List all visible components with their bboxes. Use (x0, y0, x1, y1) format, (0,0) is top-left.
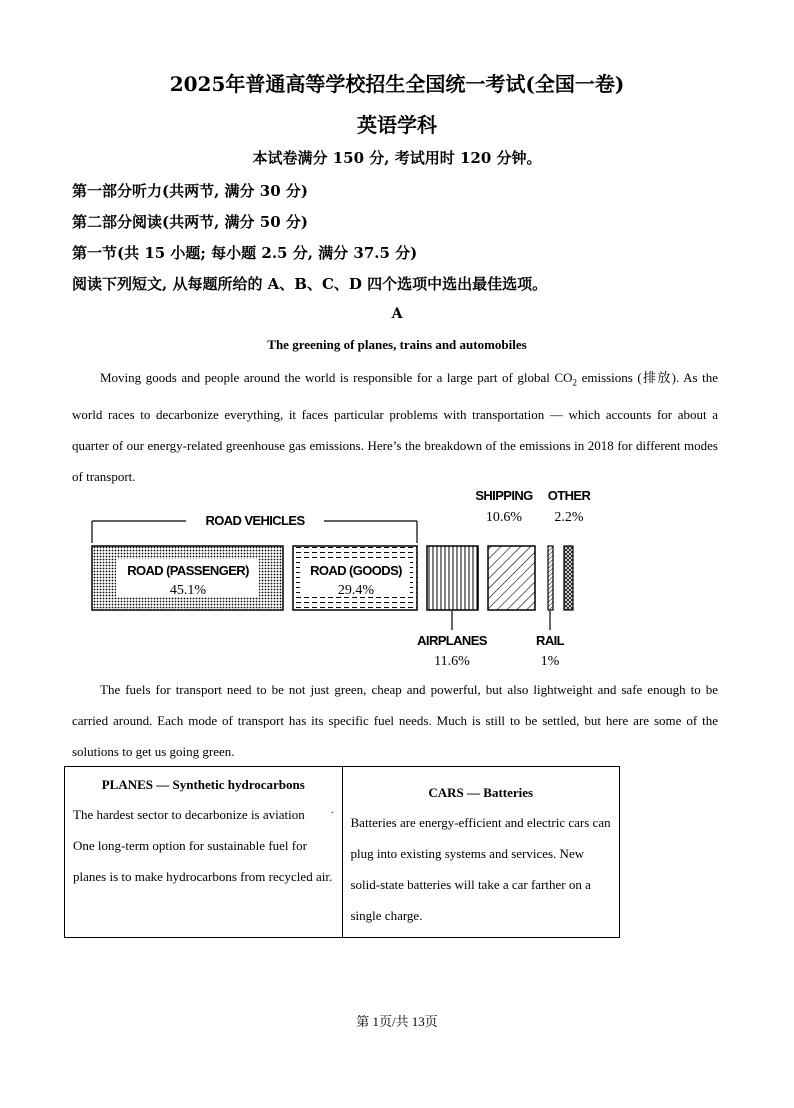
value-road-goods: 29.4% (337, 583, 375, 598)
value-other: 2.2% (554, 510, 584, 525)
road-vehicles-label: ROAD VEHICLES (205, 513, 305, 528)
value-rail: 1% (540, 654, 560, 669)
section1-heading: 第一节(共 15 小题; 每小题 2.5 分, 满分 37.5 分) (72, 244, 418, 262)
exam-title: 2025年普通高等学校招生全国统一考试(全国一卷) (169, 72, 625, 96)
passage-title: The greening of planes, trains and automobiles (267, 337, 527, 352)
page-footer: 第 1页/共 13页 (356, 1014, 438, 1029)
value-airplanes: 11.6% (434, 654, 470, 669)
bar-rail (548, 546, 553, 610)
emissions-chart (72, 480, 632, 672)
solutions-table (64, 766, 620, 938)
planes-cell (65, 767, 343, 938)
score-line: 本试卷满分 150 分, 考试用时 120 分钟。 (252, 149, 542, 167)
planes-header: PLANES — Synthetic hydrocarbons (101, 777, 305, 792)
label-other: OTHER (547, 488, 591, 503)
paragraph-1: Moving goods and people around the world is responsible for a large part of global $CO_2$ emissions (排放). As the world races to decarbonize everything, it faces particular problems with transportation — which accounts for about a quarter of our energy-related greenhouse gas emissions. Here’s the breakdown of the emissions in 2018 for different modes of transport. (72, 370, 718, 484)
planes-body: One long-term option for sustainable fuel for planes is to make hydrocarbons from recycled air. (73, 838, 333, 884)
cars-cell (342, 767, 620, 938)
paragraph-2: The fuels for transport need to be not just green, cheap and powerful, but also lightweight and safe enough to be carried around. Each mode of transport has its specific fuel needs. Much is still to be settled, but here are some of the solutions to get us going green. (72, 682, 718, 759)
label-airplanes: AIRPLANES (417, 633, 487, 648)
part2-heading: 第二部分阅读(共两节, 满分 50 分) (72, 213, 308, 231)
label-road-passenger: ROAD (PASSENGER) (127, 563, 249, 578)
value-shipping: 10.6% (485, 510, 523, 525)
bar-shipping (488, 546, 535, 610)
value-road-passenger: 45.1% (169, 583, 207, 598)
label-shipping: SHIPPING (475, 488, 533, 503)
cars-body: Batteries are energy-efficient and electric cars can plug into existing systems and services. New solid-state batteries will take a car farther on a single charge. (350, 815, 611, 923)
bar-other (564, 546, 573, 610)
part1-heading: 第一部分听力(共两节, 满分 30 分) (72, 182, 308, 200)
cars-header: CARS — Batteries (428, 785, 534, 800)
subject-title: 英语学科 (357, 113, 437, 137)
bar-airplanes (427, 546, 478, 610)
instruction: 阅读下列短文, 从每题所给的 A、B、C、D 四个选项中选出最佳选项。 (72, 275, 548, 293)
road-vehicles-bracket (92, 513, 417, 543)
passage-letter: A (391, 306, 403, 322)
label-road-goods: ROAD (GOODS) (310, 563, 402, 578)
planes-line1: The hardest sector to decarbonize is aviation . (73, 805, 334, 822)
label-rail: RAIL (536, 633, 564, 648)
